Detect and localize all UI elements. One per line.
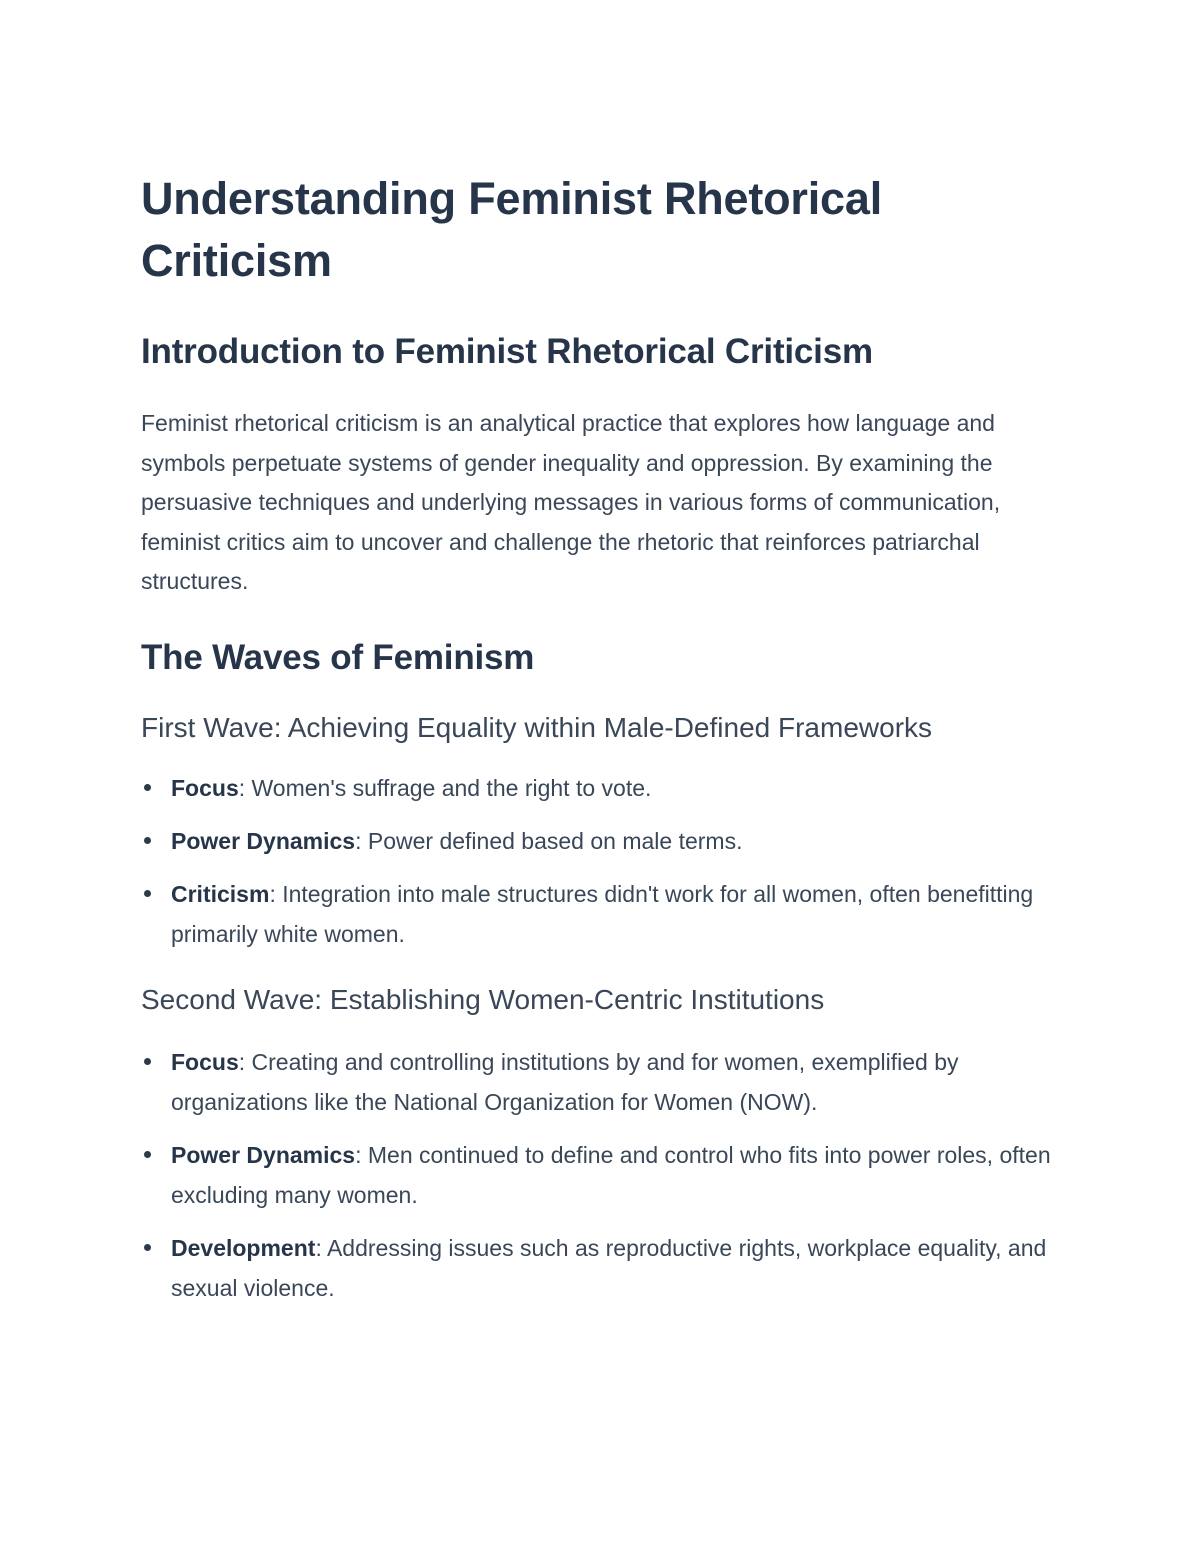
waves-heading: The Waves of Feminism xyxy=(141,637,535,677)
bullet-icon xyxy=(144,1058,151,1065)
item-text: Men continued to define and control who fits into power roles, often excluding many women. xyxy=(171,1141,1051,1208)
item-text: Addressing issues such as reproductive rights, workplace equality, and sexual violence. xyxy=(171,1234,1047,1301)
item-term: Power Dynamics xyxy=(171,1141,356,1168)
item-separator: : xyxy=(355,1141,368,1168)
item-text: Women's suffrage and the right to vote. xyxy=(251,774,652,801)
item-term: Focus xyxy=(171,774,239,801)
document-page xyxy=(141,168,1071,1308)
bullet-icon xyxy=(144,784,151,791)
list-item xyxy=(141,1042,1071,1122)
list-item xyxy=(141,1228,1071,1308)
document-title: Understanding Feminist Rhetorical Criticism xyxy=(141,173,882,286)
item-text: Creating and controlling institutions by and for women, exemplified by organizations like the National Organization for Women (NOW). xyxy=(171,1048,959,1115)
item-term: Development xyxy=(171,1234,316,1261)
list-item xyxy=(141,1135,1071,1215)
list-item xyxy=(141,874,1071,954)
item-separator: : xyxy=(238,774,252,801)
bullet-icon xyxy=(144,1151,151,1158)
list-item xyxy=(141,768,1071,808)
item-separator: : xyxy=(315,1234,327,1261)
second-wave-heading: Second Wave: Establishing Women-Centric Institutions xyxy=(141,983,825,1015)
item-separator: : xyxy=(269,880,283,907)
item-separator: : xyxy=(238,1048,252,1075)
second-wave-list xyxy=(141,1042,1071,1308)
item-text: Integration into male structures didn't work for all women, often benefitting primarily white women. xyxy=(171,880,1034,947)
first-wave-list xyxy=(141,768,1071,954)
bullet-icon xyxy=(144,890,151,897)
item-separator: : xyxy=(355,827,368,854)
intro-paragraph: Feminist rhetorical criticism is an analytical practice that explores how language and symbols perpetuate systems of gender inequality and oppression. By examining the persuasive techniques and underlying messages in various forms of communication, feminist critics aim to uncover and challenge the rhetoric that reinforces patriarchal structures. xyxy=(141,410,1001,594)
bullet-icon xyxy=(144,1244,151,1251)
list-item xyxy=(141,821,1071,861)
bullet-icon xyxy=(144,837,151,844)
item-text: Power defined based on male terms. xyxy=(367,827,743,854)
item-term: Criticism xyxy=(171,880,270,907)
item-term: Power Dynamics xyxy=(171,827,356,854)
first-wave-heading: First Wave: Achieving Equality within Male-Defined Frameworks xyxy=(141,711,933,743)
item-term: Focus xyxy=(171,1048,239,1075)
intro-heading: Introduction to Feminist Rhetorical Criticism xyxy=(141,332,873,371)
